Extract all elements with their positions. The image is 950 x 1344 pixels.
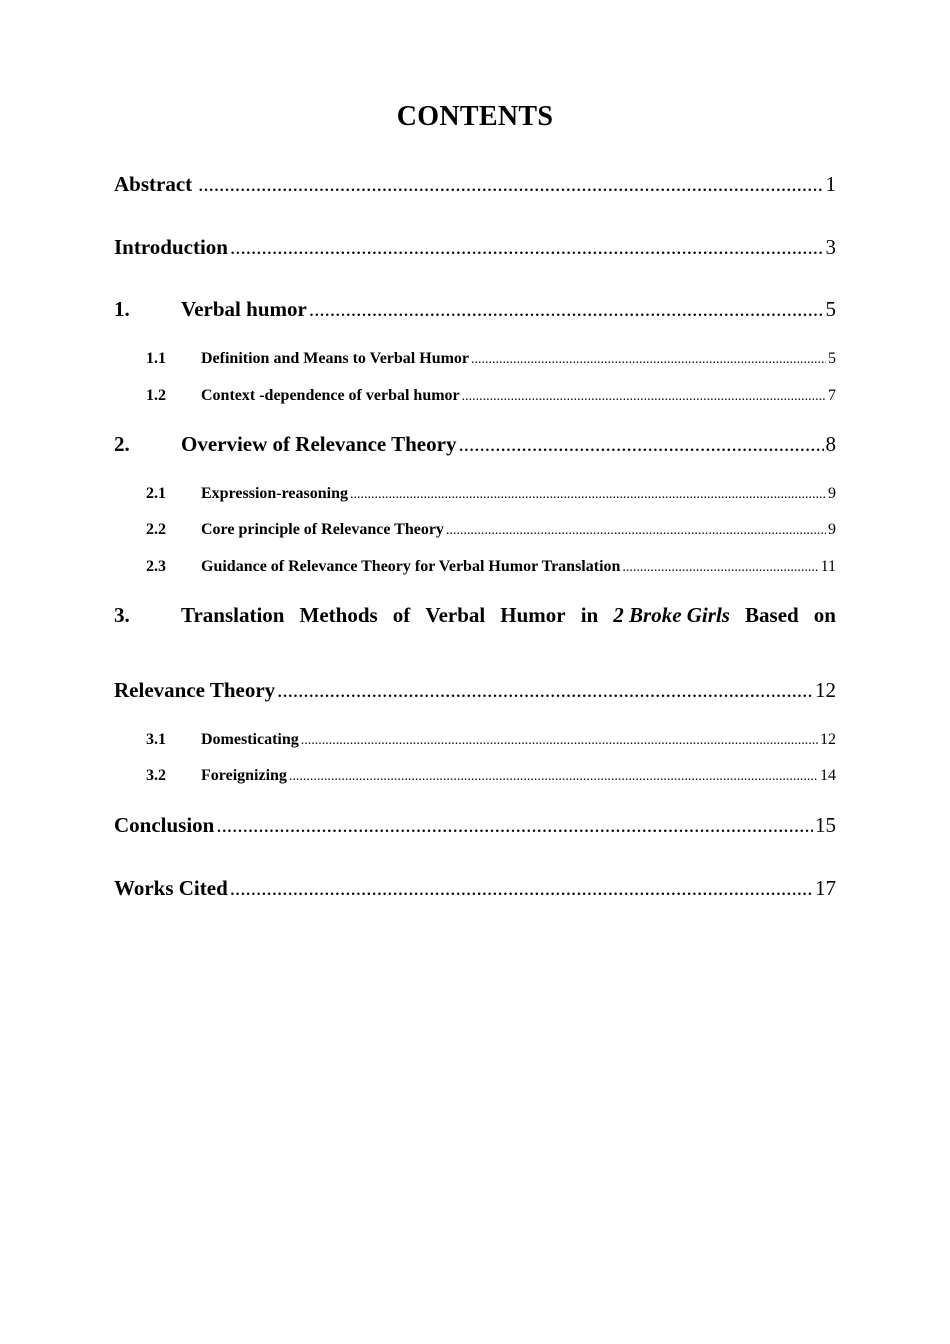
toc-label: Introduction xyxy=(114,235,228,259)
toc-label-words xyxy=(181,603,836,628)
toc-entry-section-3-1[interactable] xyxy=(146,731,836,749)
toc-number: 2.3 xyxy=(146,558,166,575)
toc-page-number: 9 xyxy=(828,485,836,502)
toc-page-number: 1 xyxy=(825,172,836,196)
toc-page-number: 14 xyxy=(820,767,836,784)
dot-leader xyxy=(458,432,823,457)
toc-word: Methods xyxy=(299,603,378,627)
toc-entry-section-3[interactable] xyxy=(114,603,836,702)
toc-label: Conclusion xyxy=(114,813,215,837)
toc-word: of xyxy=(392,603,411,627)
dot-leader xyxy=(230,876,813,901)
toc-word: on xyxy=(813,603,836,627)
toc-word: Verbal xyxy=(425,603,486,627)
toc-number: 3.1 xyxy=(146,731,166,748)
dot-leader xyxy=(350,487,826,503)
page-title: CONTENTS xyxy=(396,101,554,132)
toc-entry-section-2-2[interactable] xyxy=(146,521,836,539)
toc-label: Verbal humor xyxy=(181,297,307,321)
toc-entry-abstract[interactable] xyxy=(114,172,836,197)
toc-number: 1. xyxy=(114,297,130,321)
toc-entry-section-2-1[interactable] xyxy=(146,485,836,503)
toc-number: 2.1 xyxy=(146,485,166,502)
toc-number: 2. xyxy=(114,432,130,456)
toc-page-number: 5 xyxy=(825,297,836,321)
toc-entry-section-2[interactable] xyxy=(114,432,836,457)
toc-word: Humor xyxy=(500,603,566,627)
toc-entry-section-1-2[interactable] xyxy=(146,387,836,405)
dot-leader xyxy=(230,235,824,260)
dot-leader xyxy=(471,352,826,368)
toc-number: 3.2 xyxy=(146,767,166,784)
toc-label: Foreignizing xyxy=(201,767,287,784)
toc-entry-section-2-3[interactable] xyxy=(146,558,836,576)
toc-number: 3. xyxy=(114,603,130,627)
toc-page-number: 8 xyxy=(825,432,836,456)
toc-label: Context -dependence of verbal humor xyxy=(201,387,460,404)
toc-entry-line xyxy=(114,678,836,703)
toc-page-number: 5 xyxy=(828,350,836,367)
toc-word-italic-title: 2 Broke Girls xyxy=(613,603,730,627)
dot-leader xyxy=(289,769,818,785)
toc-page-number: 3 xyxy=(825,235,836,259)
toc-entry-section-1-1[interactable] xyxy=(146,350,836,368)
toc-label: Domesticating xyxy=(201,731,299,748)
toc-page-number: 9 xyxy=(828,521,836,538)
toc-number: 1.1 xyxy=(146,350,166,367)
dot-leader xyxy=(198,172,823,197)
dot-leader xyxy=(622,560,818,576)
toc-entry-works-cited[interactable] xyxy=(114,876,836,901)
toc-entry-section-3-2[interactable] xyxy=(146,767,836,785)
toc-page-number: 7 xyxy=(828,387,836,404)
toc-label: Definition and Means to Verbal Humor xyxy=(201,350,470,367)
toc-number: 1.2 xyxy=(146,387,166,404)
toc-word: Translation xyxy=(181,603,285,627)
dot-leader xyxy=(462,389,826,405)
toc-label: Overview of Relevance Theory xyxy=(181,432,457,456)
toc-label: Works Cited xyxy=(114,876,228,900)
dot-leader xyxy=(216,813,813,838)
toc-label: Relevance Theory xyxy=(114,678,276,702)
toc-page-number: 15 xyxy=(815,813,836,837)
toc-page-number: 12 xyxy=(820,731,836,748)
dot-leader xyxy=(446,523,826,539)
toc-word: Based xyxy=(745,603,799,627)
toc-label: Expression-reasoning xyxy=(201,485,348,502)
toc-entry-conclusion[interactable] xyxy=(114,813,836,838)
toc-entry-section-1[interactable] xyxy=(114,297,836,322)
toc-word: in xyxy=(580,603,599,627)
toc-page-number: 11 xyxy=(820,558,836,575)
toc-label: Guidance of Relevance Theory for Verbal Humor Translation xyxy=(201,558,621,575)
toc-page-number: 17 xyxy=(815,876,836,900)
toc-number: 2.2 xyxy=(146,521,166,538)
toc-entry-introduction[interactable] xyxy=(114,235,836,260)
toc-page-number: 12 xyxy=(815,678,836,702)
toc-entry-line xyxy=(114,603,836,628)
dot-leader xyxy=(301,733,818,749)
toc-label: Core principle of Relevance Theory xyxy=(201,521,444,538)
dot-leader xyxy=(277,678,813,703)
dot-leader xyxy=(309,297,824,322)
toc-label: Abstract xyxy=(114,172,193,196)
